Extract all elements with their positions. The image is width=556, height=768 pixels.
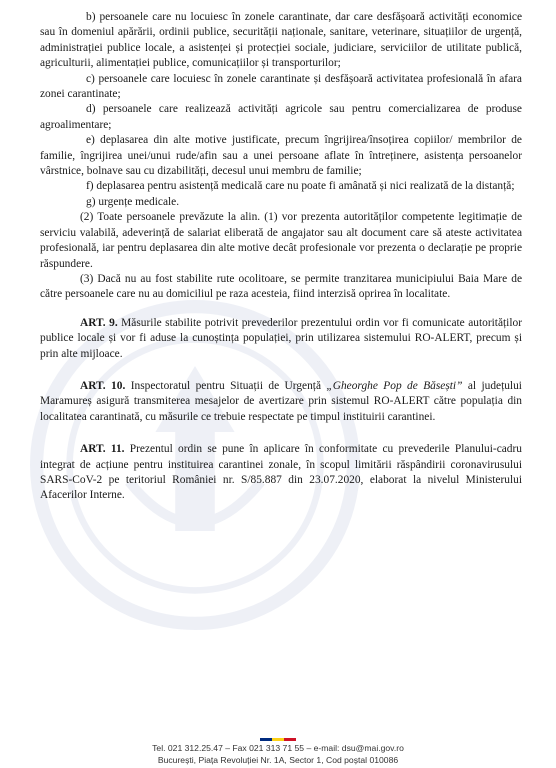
- paragraph-f: f) deplasarea pentru asistență medicală care nu poate fi amânată și nici realizată de la distanță;: [86, 180, 515, 193]
- article-11: [40, 442, 522, 504]
- article-9-text: Măsurile stabilite potrivit prevederilor prezentului ordin vor fi comunicate autorităților publice locale și vor fi aduse la cunoștința populației, prin utilizarea sistemului RO-ALERT, precum și prin alte mijloace.: [40, 316, 522, 360]
- paragraph-2: (2) Toate persoanele prevăzute la alin. (1) vor prezenta autorităților competente legitimație de serviciu valabilă, adeverință de salariat eliberată de angajator sau alt document care să ateste activitatea profesională, iar pentru deplasarea din alte motive decât profesionale vor prezenta o declarație pe proprie răspundere.: [40, 211, 522, 270]
- article-10: [40, 379, 522, 425]
- article-10-italic-name: „Gheorghe Pop de Băsești”: [326, 379, 463, 392]
- article-10-label: ART. 10.: [80, 379, 126, 392]
- paragraph-d: d) persoanele care realizează activități agricole sau pentru comercializarea de produse agroalimentare;: [40, 103, 522, 131]
- article-11-text: Prezentul ordin se pune în aplicare în conformitate cu prevederile Planului-cadru integrat de acțiune pentru instituirea carantinei zonale, în scopul limitării răspândirii coronavirusului SARS-CoV-2 pe teritoriul României nr. S/85.887 din 23.07.2020, elaborat la nivelul Ministerului Afacerilor Interne.: [40, 443, 522, 502]
- article-9-label: ART. 9.: [80, 316, 118, 329]
- paragraph-c: c) persoanele care locuiesc în zonele carantinate și desfășoară activitatea profesională în afara zonei carantinate;: [40, 72, 522, 101]
- document-body: [40, 10, 522, 504]
- article-10-text-before: Inspectoratul pentru Situații de Urgență: [125, 379, 327, 392]
- article-11-label: ART. 11.: [80, 443, 125, 456]
- article-10-text-after: al județului Maramureș asigură transmiterea mesajelor de avertizare prin sistemul RO-ALERT către populația din localitatea carantinată, cu măsurile ce trebuie respectate pe timpul instituirii carantinei.: [40, 379, 522, 423]
- paragraph-e: e) deplasarea din alte motive justificate, precum îngrijirea/însoțirea copiilor/ membrilor de familie, îngrijirea unei/unui rude/afin sau a unei persoane aflate în întreținere, asistența persoanelor vârstnice, bolnave sau cu dizabilități, decesul unui membru de familie;: [40, 134, 522, 178]
- footer-address: București, Piața Revoluției Nr. 1A, Sector 1, Cod poștal 010086: [157, 755, 399, 765]
- paragraph-3: (3) Dacă nu au fost stabilite rute ocolitoare, se permite tranzitarea municipiului Baia Mare de către persoanele care nu au domiciliul pe raza acesteia, fiind interzisă oprirea în localitate.: [40, 272, 522, 301]
- paragraph-g: g) urgențe medicale.: [86, 195, 180, 208]
- paragraph-b: b) persoanele care nu locuiesc în zonele carantinate, dar care desfășoară activități economice sau în domeniul apărării, ordinii publice, securității naționale, sanitare, veterinare, situațiilor de urgență, administrației publice locale, a asistenței și protecției sociale, judiciare, serviciilor de utilitate publică, agriculturii, alimentației publice, comunicațiilor și transporturilor;: [40, 11, 522, 70]
- article-9: [40, 316, 522, 362]
- footer-contact: Tel. 021 312.25.47 – Fax 021 313 71 55 – e-mail: dsu@mai.gov.ro: [152, 743, 404, 753]
- page-footer: [0, 738, 556, 766]
